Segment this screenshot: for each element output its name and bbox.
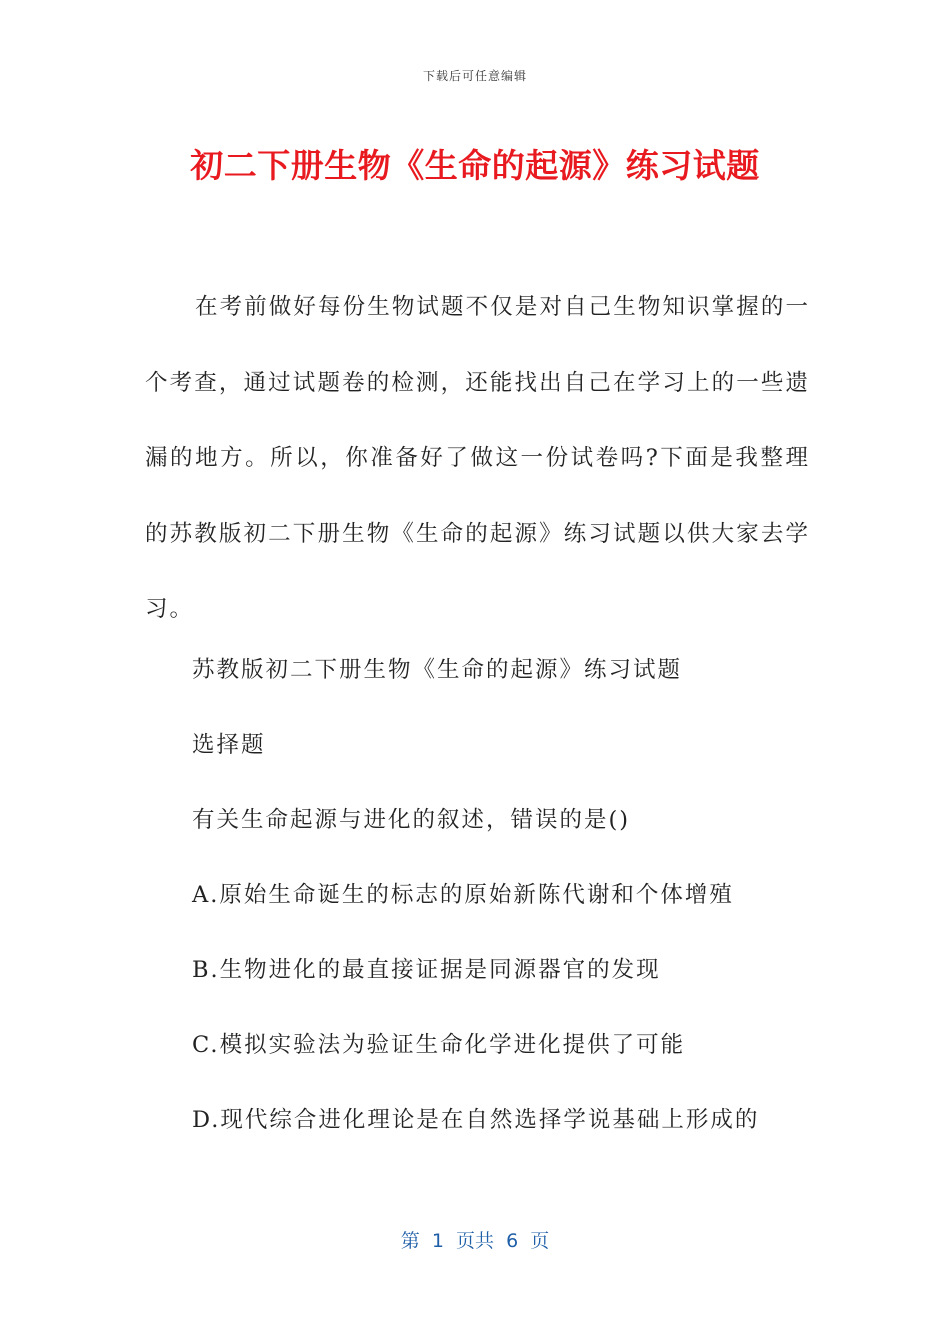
option-d: D.现代综合进化理论是在自然选择学说基础上形成的 — [192, 1107, 760, 1133]
intro-paragraph: 在考前做好每份生物试题不仅是对自己生物知识掌握的一个考查，通过试题卷的检测，还能找出自己在学习上的一些遗漏的地方。所以，你准备好了做这一份试卷吗?下面是我整理的苏教版初二下册生物《生命的起源》练习试题以供大家去学习。 — [145, 294, 810, 622]
section-label: 选择题 — [192, 732, 266, 758]
document-title: 初二下册生物《生命的起源》练习试题 — [190, 146, 760, 185]
page-number-footer: 第 1 页共 6 页 — [400, 1230, 550, 1252]
option-b: B.生物进化的最直接证据是同源器官的发现 — [192, 957, 661, 983]
section-title: 苏教版初二下册生物《生命的起源》练习试题 — [192, 657, 683, 683]
header-note: 下载后可任意编辑 — [422, 69, 527, 83]
option-c: C.模拟实验法为验证生命化学进化提供了可能 — [192, 1032, 686, 1058]
option-a: A.原始生命诞生的标志的原始新陈代谢和个体增殖 — [192, 882, 734, 908]
question-text: 有关生命起源与进化的叙述，错误的是() — [192, 807, 631, 833]
